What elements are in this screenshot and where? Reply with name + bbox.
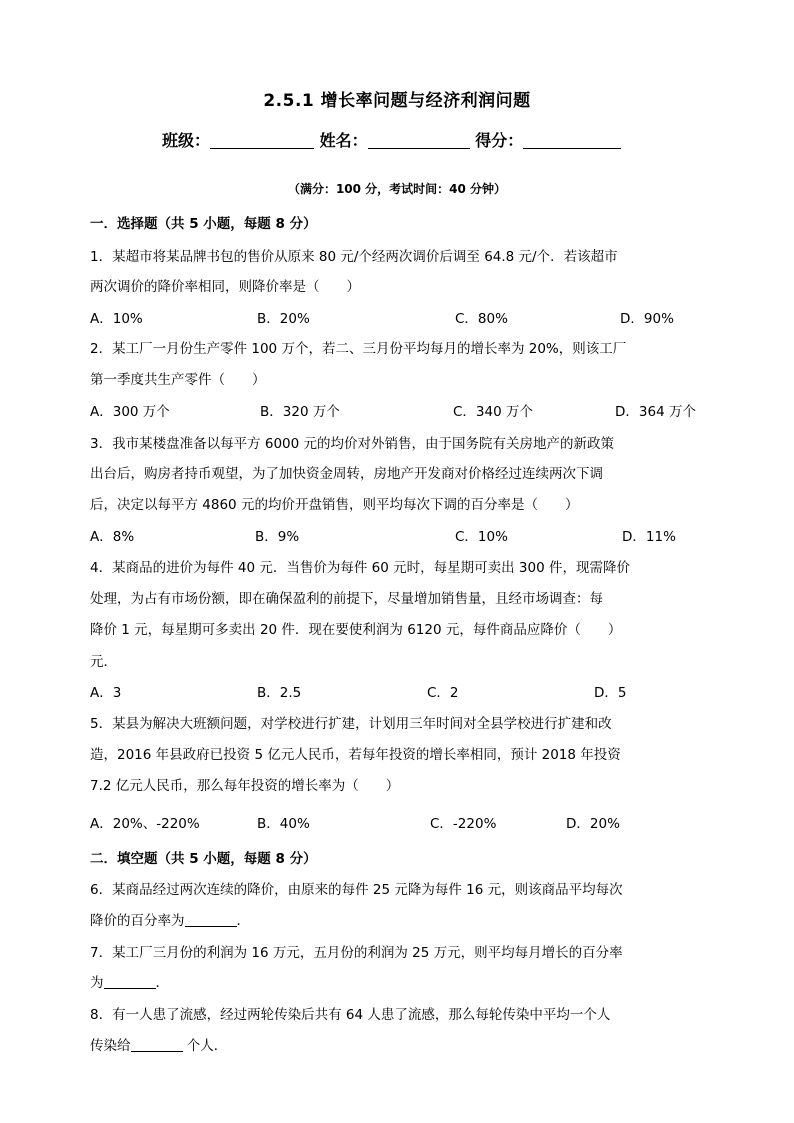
name-label: 姓名： [319, 131, 368, 150]
q4-line3: 降价 1 元，每星期可多卖出 20 件．现在要使利润为 6120 元，每件商品应降价（ ） [90, 622, 622, 638]
q3-line1: 3．我市某楼盘准备以每平方 6000 元的均价对外销售，由于国务院有关房地产的新政策 [90, 436, 615, 452]
q5-option-a: A．20%、-220% [90, 816, 200, 832]
q6-prompt: 降价的百分率为 [90, 913, 185, 929]
score-label: 得分： [475, 131, 524, 150]
q1-option-d: D．90% [620, 311, 674, 327]
q2-line1: 2．某工厂一月份生产零件 100 万个，若二、三月份平均每月的增长率为 20%，则该工厂 [90, 341, 627, 357]
q3-option-c: C．10% [455, 529, 508, 545]
q7-end: ． [155, 975, 169, 991]
score-blank[interactable] [523, 132, 621, 149]
section-heading-choice: 一．选择题（共 5 小题，每题 8 分） [90, 216, 317, 232]
q2-line2: 第一季度共生产零件（ ） [90, 372, 266, 388]
q5-line1: 5．某县为解决大班额问题，对学校进行扩建，计划用三年时间对全县学校进行扩建和改 [90, 716, 612, 732]
q6-answer-blank[interactable] [185, 912, 237, 927]
q4-line2: 处理，为占有市场份额，即在确保盈利的前提下，尽量增加销售量，且经市场调查：每 [90, 591, 603, 607]
q7-line2 [90, 971, 169, 991]
q3-option-b: B．9% [255, 529, 300, 545]
q2-option-b: B．320 万个 [260, 404, 340, 420]
q4-option-d: D．5 [594, 685, 627, 701]
q3-option-d: D．11% [622, 529, 676, 545]
q5-line3: 7.2 亿元人民币，那么每年投资的增长率为（ ） [90, 778, 400, 794]
q7-answer-blank[interactable] [104, 974, 156, 989]
q4-option-b: B．2.5 [257, 685, 302, 701]
q4-line1: 4．某商品的进价为每件 40 元．当售价为每件 60 元时，每星期可卖出 300 件，现需降价 [90, 560, 630, 576]
q1-line1: 1．某超市将某品牌书包的售价从原来 80 元/个经两次调价后调至 64.8 元/个．若该超市 [90, 249, 618, 265]
q1-option-a: A．10% [90, 311, 143, 327]
q1-option-b: B．20% [257, 311, 310, 327]
q6-end: ． [236, 913, 250, 929]
q3-option-a: A．8% [90, 529, 135, 545]
q3-line3: 后，决定以每平方 4860 元的均价开盘销售，则平均每次下调的百分率是（ ） [90, 497, 579, 513]
section-heading-fill: 二．填空题（共 5 小题，每题 8 分） [90, 851, 317, 867]
class-label: 班级： [162, 131, 211, 150]
q7-prompt: 为 [90, 975, 104, 991]
q8-end: 个人． [182, 1038, 228, 1054]
q4-option-a: A．3 [90, 685, 122, 701]
q2-option-c: C．340 万个 [453, 404, 533, 420]
exam-subtitle: （满分：100 分，考试时间：40 分钟） [287, 182, 507, 196]
q8-answer-blank[interactable] [131, 1037, 183, 1052]
q7-line1: 7．某工厂三月份的利润为 16 万元，五月份的利润为 25 万元，则平均每月增长的百分率 [90, 945, 623, 961]
q5-option-c: C．-220% [430, 816, 497, 832]
page-title: 2.5.1 增长率问题与经济利润问题 [263, 91, 531, 111]
q1-line2: 两次调价的降价率相同，则降价率是（ ） [90, 279, 360, 295]
q1-option-c: C．80% [455, 311, 508, 327]
q6-line2 [90, 909, 250, 929]
q2-option-a: A．300 万个 [90, 404, 170, 420]
q5-line2: 造，2016 年县政府已投资 5 亿元人民币，若每年投资的增长率相同，预计 2018 年投资 [90, 747, 621, 763]
q5-option-d: D．20% [566, 816, 620, 832]
q6-line1: 6．某商品经过两次连续的降价，由原来的每件 25 元降为每件 16 元，则该商品平均每次 [90, 882, 623, 898]
q4-line4: 元． [90, 654, 117, 670]
name-blank[interactable] [368, 132, 470, 149]
q3-line2: 出台后，购房者持币观望，为了加快资金周转，房地产开发商对价格经过连续两次下调 [90, 466, 603, 482]
student-info-row [162, 128, 682, 151]
q5-option-b: B．40% [257, 816, 310, 832]
q8-prompt: 传染给 [90, 1038, 131, 1054]
q8-line1: 8．有一人患了流感，经过两轮传染后共有 64 人患了流感，那么每轮传染中平均一个人 [90, 1007, 611, 1023]
q2-option-d: D．364 万个 [615, 404, 696, 420]
q4-option-c: C．2 [427, 685, 459, 701]
q8-line2 [90, 1034, 227, 1054]
class-blank[interactable] [210, 132, 314, 149]
